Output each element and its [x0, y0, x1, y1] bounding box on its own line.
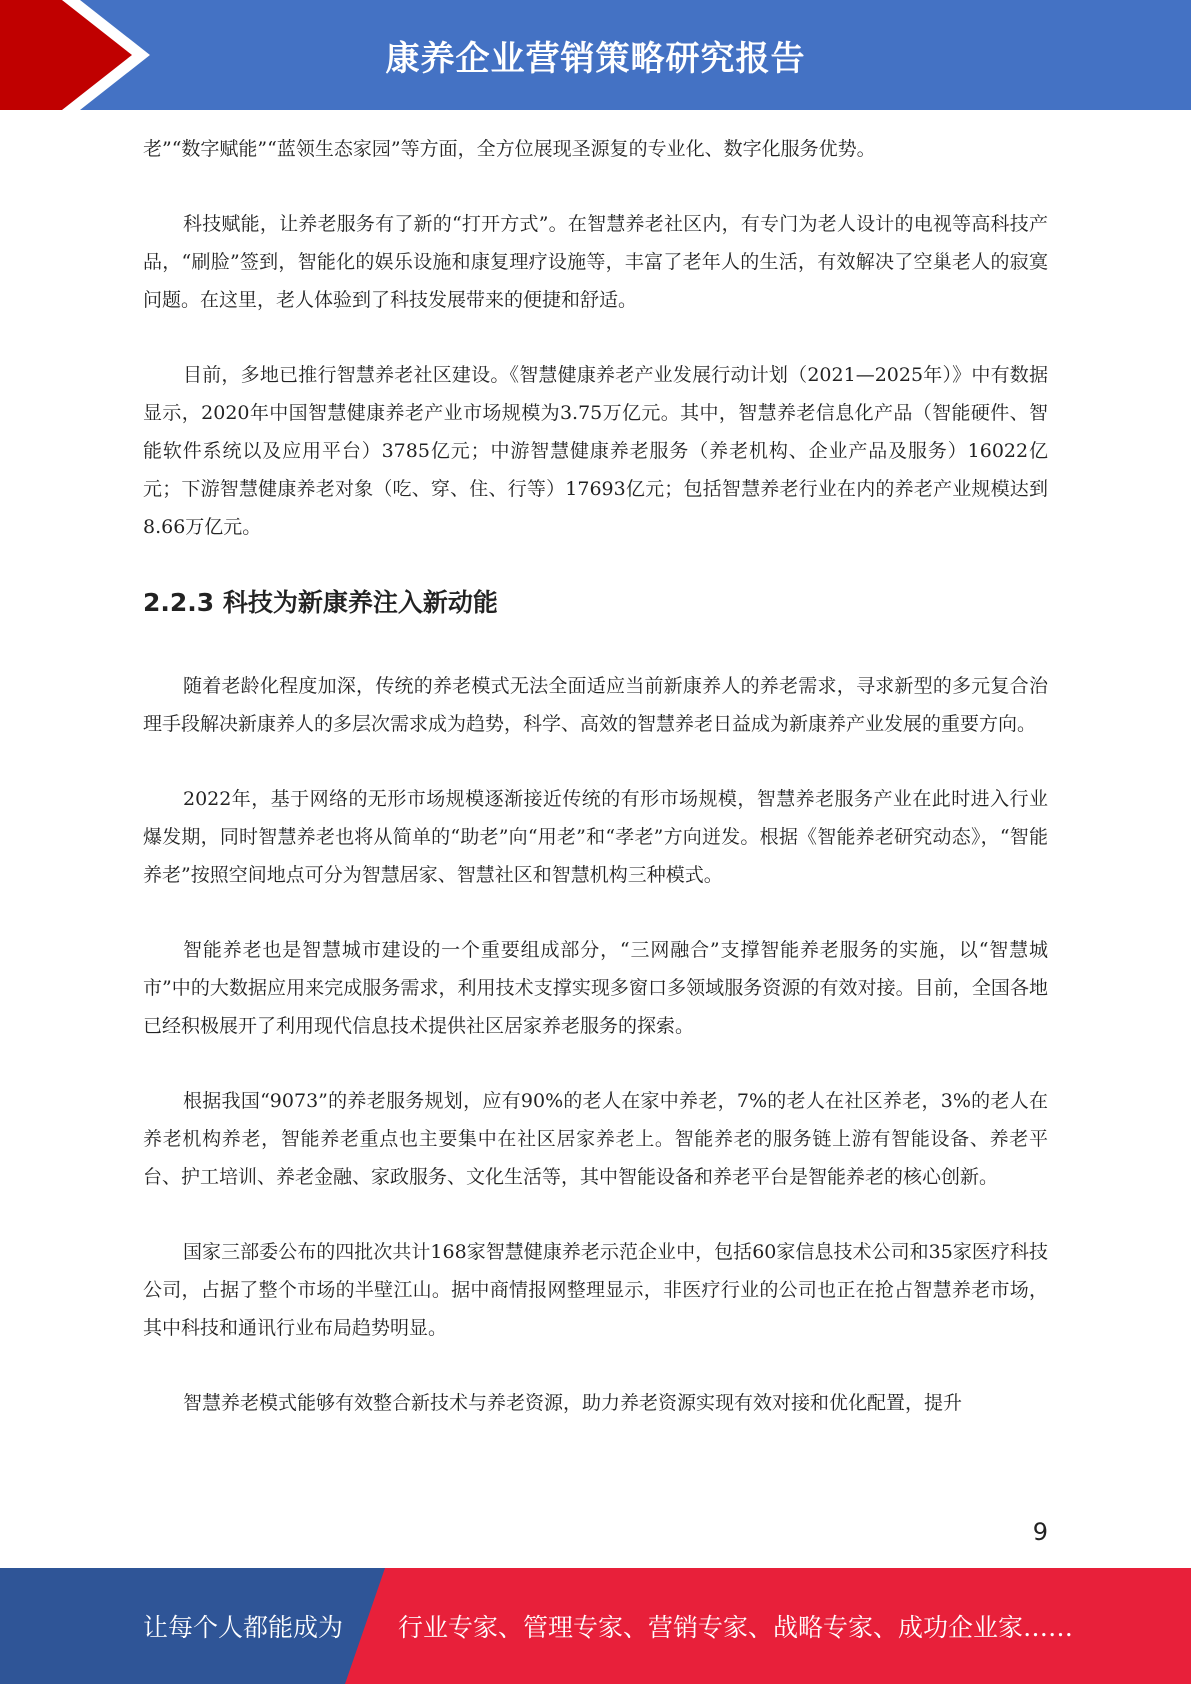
- paragraph: 目前，多地已推行智慧养老社区建设。《智慧健康养老产业发展行动计划（2021—2025年）》中有数据显示，2020年中国智慧健康养老产业市场规模为3.75万亿元。其中，智慧养老信息化产品（智能硬件、智能软件系统以及应用平台）3785亿元；中游智慧健康养老服务（养老机构、企业产品及服务）16022亿元；下游智慧健康养老对象（吃、穿、住、行等）17693亿元；包括智慧养老行业在内的养老产业规模达到8.66万亿元。: [143, 364, 1048, 538]
- paragraph: 随着老龄化程度加深，传统的养老模式无法全面适应当前新康养人的养老需求，寻求新型的多元复合治理手段解决新康养人的多层次需求成为趋势，科学、高效的智慧养老日益成为新康养产业发展的重要方向。: [143, 675, 1048, 735]
- paragraph-continued: 老”“数字赋能”“蓝领生态家园”等方面，全方位展现圣源复的专业化、数字化服务优势。: [143, 138, 876, 160]
- paragraph: 科技赋能，让养老服务有了新的“打开方式”。在智慧养老社区内，有专门为老人设计的电视等高科技产品，“刷脸”签到，智能化的娱乐设施和康复理疗设施等，丰富了老年人的生活，有效解决了空巢老人的寂寞问题。在这里，老人体验到了科技发展带来的便捷和舒适。: [143, 213, 1048, 311]
- paragraph: 智能养老也是智慧城市建设的一个重要组成部分，“三网融合”支撑智能养老服务的实施，以“智慧城市”中的大数据应用来完成服务需求，利用技术支撑实现多窗口多领域服务资源的有效对接。目前，全国各地已经积极展开了利用现代信息技术提供社区居家养老服务的探索。: [143, 939, 1048, 1037]
- paragraph: 国家三部委公布的四批次共计168家智慧健康养老示范企业中，包括60家信息技术公司和35家医疗科技公司，占据了整个市场的半壁江山。据中商情报网整理显示，非医疗行业的公司也正在抢占智慧养老市场，其中科技和通讯行业布局趋势明显。: [143, 1241, 1048, 1339]
- report-title: 康养企业营销策略研究报告: [385, 38, 806, 79]
- page-header: [0, 0, 1191, 110]
- footer-slogan-right: 行业专家、管理专家、营销专家、战略专家、成功企业家……: [398, 1613, 1074, 1642]
- section-heading: 2.2.3 科技为新康养注入新动能: [143, 588, 498, 617]
- page-footer: [0, 1568, 1191, 1684]
- paragraph: 智慧养老模式能够有效整合新技术与养老资源，助力养老资源实现有效对接和优化配置，提升: [183, 1392, 963, 1414]
- footer-slogan-left: 让每个人都能成为: [143, 1613, 344, 1642]
- paragraph: 2022年，基于网络的无形市场规模逐渐接近传统的有形市场规模，智慧养老服务产业在此时进入行业爆发期，同时智慧养老也将从简单的“助老”向“用老”和“孝老”方向迸发。根据《智能养老研究动态》，“智能养老”按照空间地点可分为智慧居家、智慧社区和智慧机构三种模式。: [143, 788, 1048, 886]
- main-content: [143, 130, 1048, 1459]
- page-number: 9: [1032, 1518, 1048, 1546]
- paragraph: 根据我国“9073”的养老服务规划，应有90%的老人在家中养老，7%的老人在社区养老，3%的老人在养老机构养老，智能养老重点也主要集中在社区居家养老上。智能养老的服务链上游有智能设备、养老平台、护工培训、养老金融、家政服务、文化生活等，其中智能设备和养老平台是智能养老的核心创新。: [143, 1090, 1048, 1188]
